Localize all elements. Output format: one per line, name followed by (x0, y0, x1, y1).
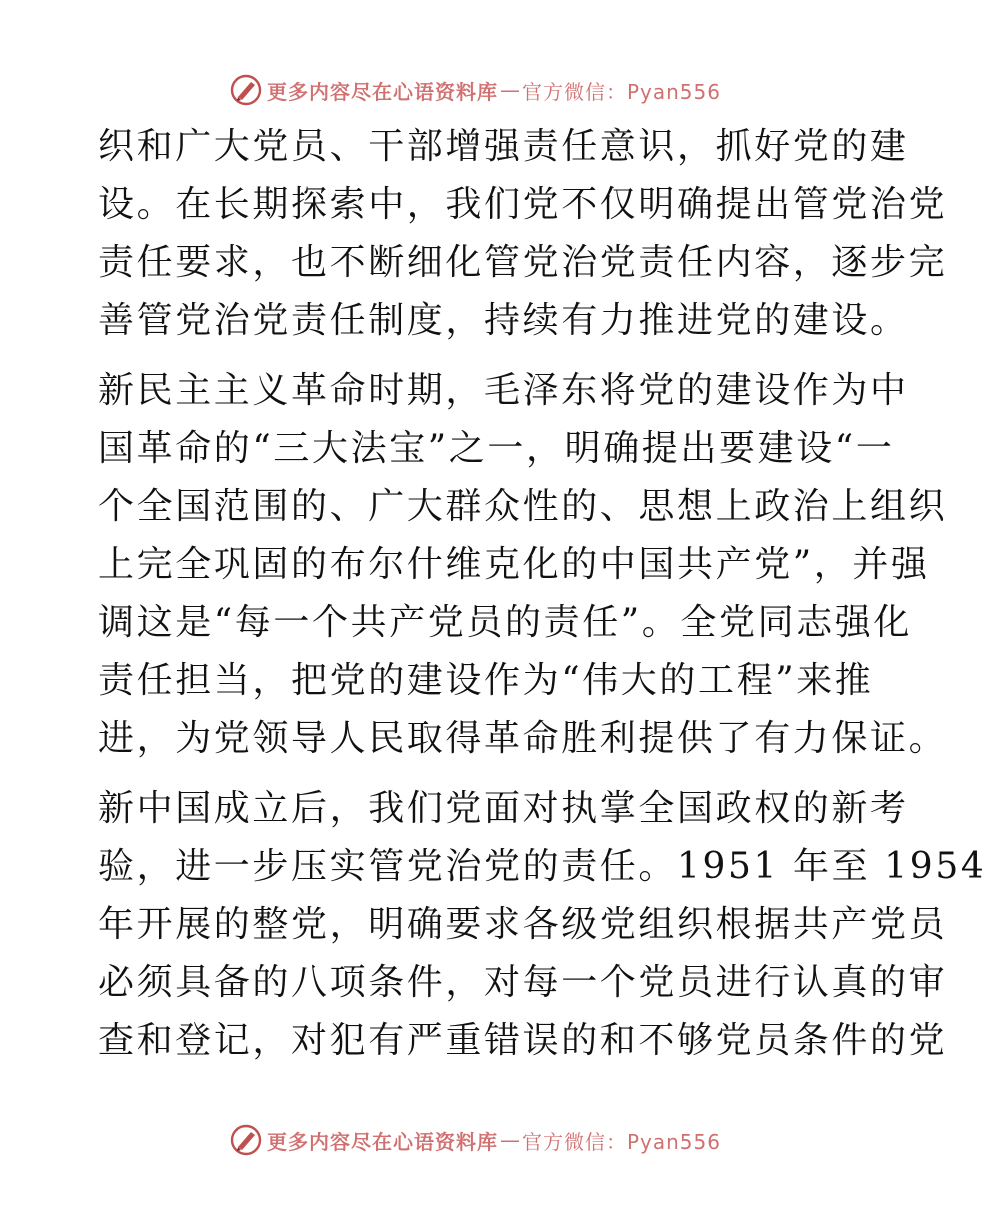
paragraph-1 (98, 118, 948, 350)
text-line: 新中国成立后，我们党面对执掌全国政权的新考 (98, 788, 909, 829)
text-line: 必须具备的八项条件，对每一个党员进行认真的审 (98, 962, 948, 1003)
header-brand-text: 更多内容尽在心语资料库 (266, 79, 498, 104)
paragraph-2 (98, 362, 948, 768)
header-separator: — (499, 78, 520, 102)
text-line: 上完全巩固的布尔什维克化的中国共产党”，并强 (98, 544, 930, 585)
pen-circle-logo-icon (229, 1123, 263, 1157)
text-line: 新民主主义革命时期，毛泽东将党的建设作为中 (98, 370, 909, 411)
text-line: 责任要求，也不断细化管党治党责任内容，逐步完 (98, 242, 948, 283)
pen-circle-logo-icon (229, 73, 263, 107)
text-line: 国革命的“三大法宝”之一，明确提出要建设“一 (98, 428, 895, 469)
document-body (98, 118, 986, 1070)
text-line: 设。在长期探索中，我们党不仅明确提出管党治党 (98, 184, 948, 225)
header-watermark (0, 70, 950, 110)
text-line: 年开展的整党，明确要求各级党组织根据共产党员 (98, 904, 948, 945)
text-line: 责任担当，把党的建设作为“伟大的工程”来推 (98, 660, 874, 701)
text-line: 调这是“每一个共产党员的责任”。全党同志强化 (98, 602, 913, 643)
footer-wechat-text: 官方微信：Pyan556 (521, 1129, 721, 1154)
header-wechat-text: 官方微信：Pyan556 (521, 79, 721, 104)
footer-brand-text: 更多内容尽在心语资料库 (266, 1129, 498, 1154)
text-line: 查和登记，对犯有严重错误的和不够党员条件的党 (98, 1020, 948, 1061)
text-line: 织和广大党员、干部增强责任意识，抓好党的建 (98, 126, 909, 167)
text-line: 个全国范围的、广大群众性的、思想上政治上组织 (98, 486, 948, 527)
footer-watermark (0, 1120, 950, 1160)
text-line: 进，为党领导人民取得革命胜利提供了有力保证。 (98, 718, 948, 759)
paragraph-3 (98, 780, 986, 1070)
text-line: 验，进一步压实管党治党的责任。1951 年至 1954 (98, 846, 986, 887)
footer-separator: — (499, 1128, 520, 1152)
text-line: 善管党治党责任制度，持续有力推进党的建设。 (98, 300, 909, 341)
